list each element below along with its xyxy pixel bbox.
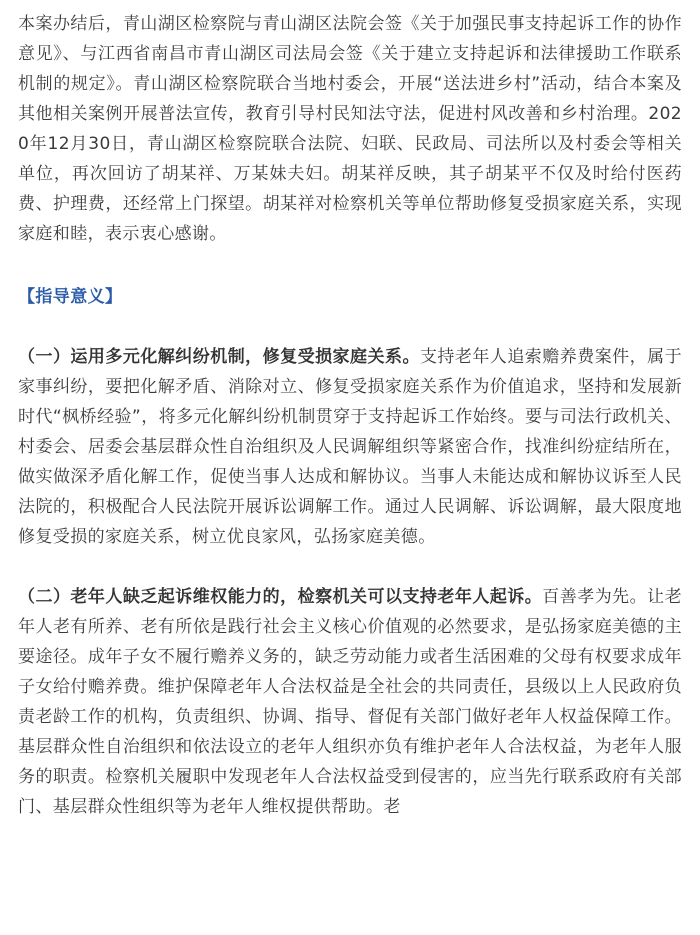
article-body xyxy=(18,9,682,822)
section-heading-guiding-significance: 【指导意义】 xyxy=(18,287,123,307)
paragraph-guidance-2 xyxy=(18,582,682,822)
guidance-1-body: 支持老年人追索赡养费案件，属于家事纠纷，要把化解矛盾、消除对立、修复受损家庭关系作为价值追求，坚持和发展新时代“枫桥经验”，将多元化解纠纷机制贯穿于支持起诉工作始终。要与司法行政机关、村委会、居委会基层群众性自治组织及人民调解组织等紧密合作，找准纠纷症结所在，做实做深矛盾化解工作，促使当事人达成和解协议。当事人未能达成和解协议诉至人民法院的，积极配合人民法院开展诉讼调解工作。通过人民调解、诉讼调解，最大限度地修复受损的家庭关系，树立优良家风，弘扬家庭美德。 xyxy=(18,347,682,547)
paragraph-case-followup: 本案办结后，青山湖区检察院与青山湖区法院会签《关于加强民事支持起诉工作的协作意见》、与江西省南昌市青山湖区司法局会签《关于建立支持起诉和法律援助工作联系机制的规定》。青山湖区检察院联合当地村委会，开展“送法进乡村”活动，结合本案及其他相关案例开展普法宣传，教育引导村民知法守法，促进村风改善和乡村治理。2020年12月30日，青山湖区检察院联合法院、妇联、民政局、司法所以及村委会等相关单位，再次回访了胡某祥、万某妹夫妇。胡某祥反映，其子胡某平不仅及时给付医药费、护理费，还经常上门探望。胡某祥对检察机关等单位帮助修复受损家庭关系，实现家庭和睦，表示衷心感谢。 xyxy=(18,14,682,244)
guidance-2-body: 百善孝为先。让老年人老有所养、老有所依是践行社会主义核心价值观的必然要求，是弘扬家庭美德的主要途径。成年子女不履行赡养义务的，缺乏劳动能力或者生活困难的父母有权要求成年子女给付赡养费。维护保障老年人合法权益是全社会的共同责任，县级以上人民政府负责老龄工作的机构，负责组织、协调、指导、督促有关部门做好老年人权益保障工作。基层群众性自治组织和依法设立的老年人组织亦负有维护老年人合法权益，为老年人服务的职责。检察机关履职中发现老年人合法权益受到侵害的，应当先行联系政府有关部门、基层群众性组织等为老年人维权提供帮助。老 xyxy=(18,587,683,817)
paragraph-guidance-1 xyxy=(18,342,682,552)
guidance-2-lead: （二）老年人缺乏起诉维权能力的，检察机关可以支持老年人起诉。 xyxy=(18,587,543,607)
guidance-1-lead: （一）运用多元化解纠纷机制，修复受损家庭关系。 xyxy=(18,347,420,367)
